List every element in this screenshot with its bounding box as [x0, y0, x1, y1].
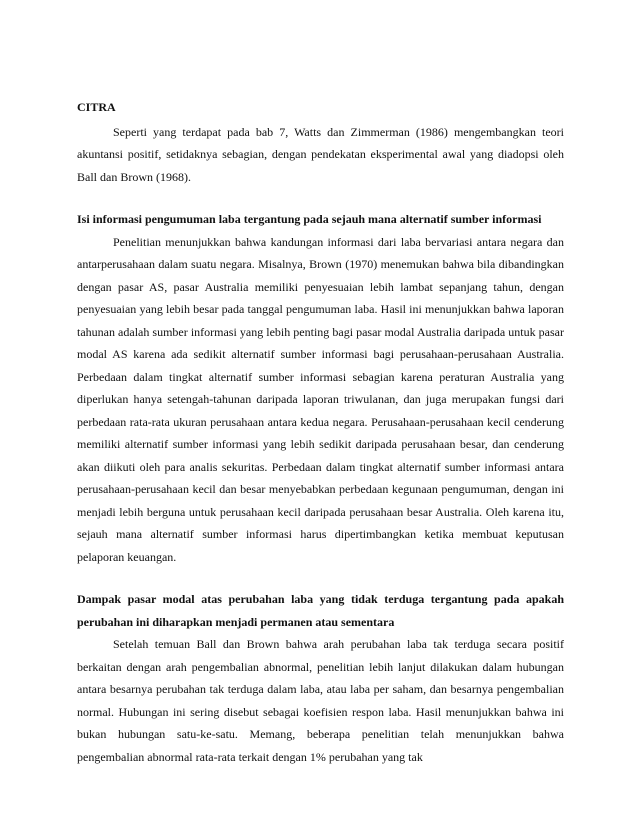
- intro-paragraph: Seperti yang terdapat pada bab 7, Watts dan Zimmerman (1986) mengembangkan teori akuntansi positif, setidaknya sebagian, dengan pendekatan eksperimental awal yang diadopsi oleh Ball dan Brown (1968).: [77, 124, 564, 184]
- section-heading-citra: CITRA: [77, 100, 116, 114]
- section2-title: Dampak pasar modal atas perubahan laba yang tidak terduga tergantung pada apakah perubahan ini diharapkan menjadi permanen atau sementara: [77, 592, 564, 629]
- spacer: [77, 568, 564, 588]
- document-page: [77, 96, 564, 768]
- section1-paragraph: Penelitian menunjukkan bahwa kandungan informasi dari laba bervariasi antara negara dan antarperusahaan dalam suatu negara. Misalnya, Brown (1970) menemukan bahwa bila dibandingkan dengan pasar AS, pasar Australia memiliki penyesuaian lebih lambat sepanjang tahun, dengan penyesuaian yang lebih besar pada tanggal pengumuman laba. Hasil ini menunjukkan bahwa laporan tahunan adalah sumber informasi yang lebih penting bagi pasar modal Australia daripada untuk pasar modal AS karena ada sedikit alternatif sumber informasi bagi perusahaan-perusahaan Australia. Perbedaan dalam tingkat alternatif sumber informasi sebagian karena peraturan Australia yang diperlukan hanya setengah-tahunan daripada laporan triwulanan, dan juga merupakan fungsi dari perbedaan rata-rata ukuran perusahaan antara kedua negara. Perusahaan-perusahaan kecil cenderung memiliki alternatif sumber informasi yang lebih sedikit daripada perusahaan besar, dan cenderung akan diikuti oleh para analis sekuritas. Perbedaan dalam tingkat alternatif sumber informasi antara perusahaan-perusahaan kecil dan besar menyebabkan perbedaan kegunaan pengumuman, dengan ini menjadi lebih berguna untuk perusahaan kecil daripada perusahaan besar Australia. Oleh karena itu, sejauh mana alternatif sumber informasi harus dipertimbangkan ketika membuat keputusan pelaporan keuangan.: [77, 234, 564, 564]
- section1-title: Isi informasi pengumuman laba tergantung pada sejauh mana alternatif sumber informasi: [77, 212, 542, 226]
- spacer: [77, 188, 564, 208]
- section2-paragraph: Setelah temuan Ball dan Brown bahwa arah perubahan laba tak terduga secara positif berkaitan dengan arah pengembalian abnormal, penelitian lebih lanjut dilakukan dalam hubungan antara besarnya perubahan tak terduga dalam laba, atau laba per saham, dan besarnya pengembalian normal. Hubungan ini sering disebut sebagai koefisien respon laba. Hasil menunjukkan bahwa ini bukan hubungan satu-ke-satu. Memang, beberapa penelitian telah menunjukkan bahwa pengembalian abnormal rata-rata terkait dengan 1% perubahan yang tak: [77, 637, 564, 764]
